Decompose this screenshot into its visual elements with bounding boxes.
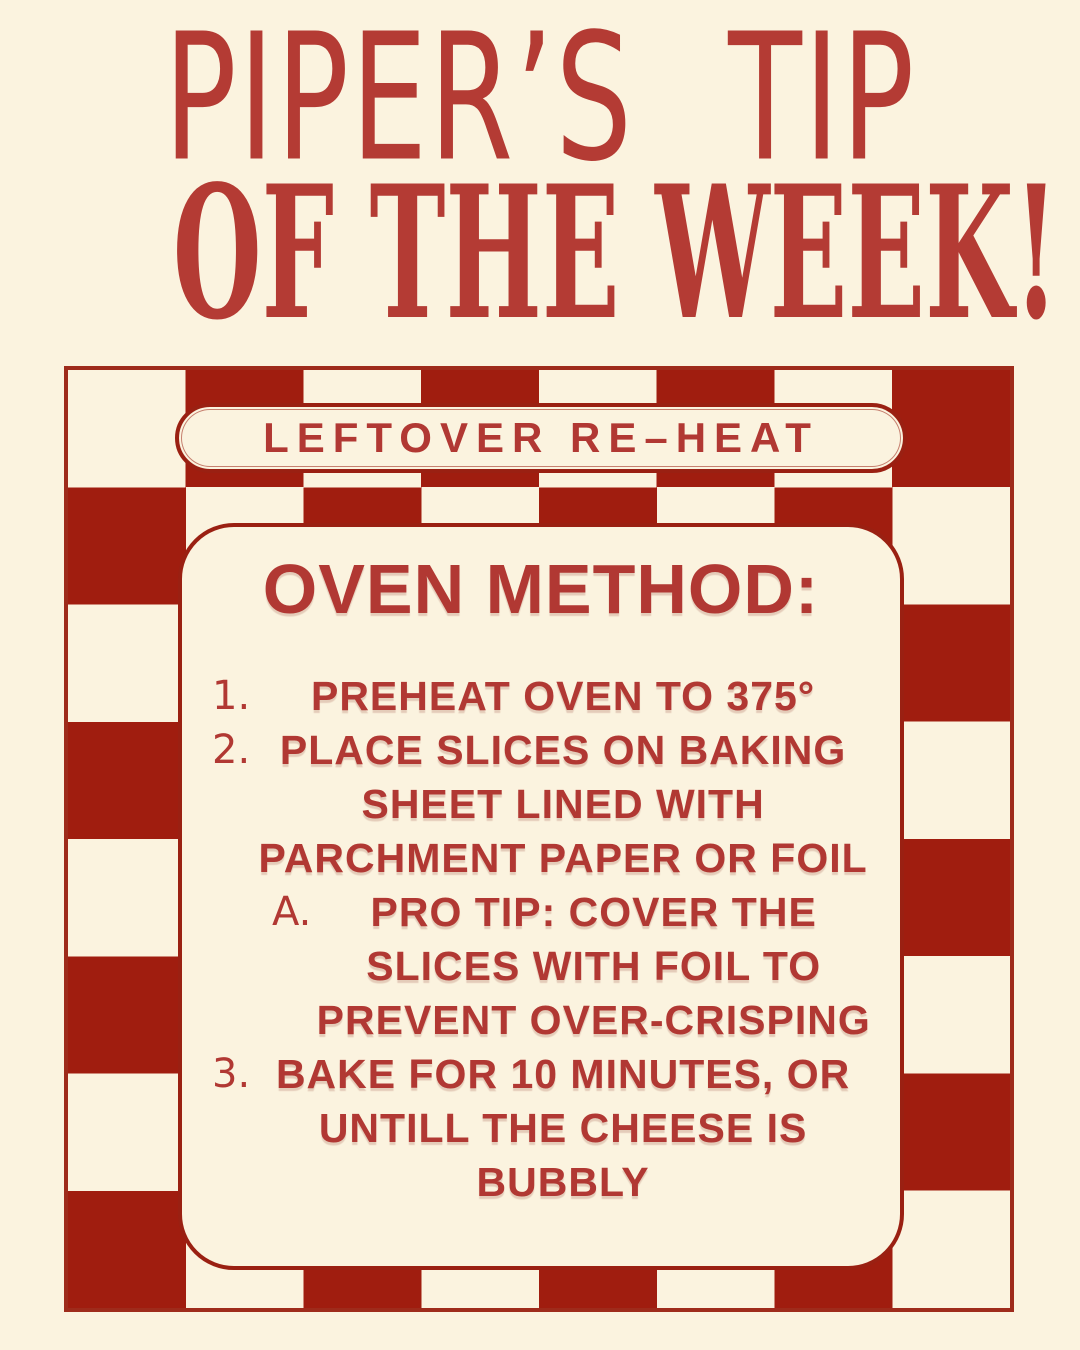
method-list — [206, 669, 876, 1209]
topic-pill-label: LEFTOVER RE–HEAT — [263, 414, 819, 461]
list-item-text — [311, 885, 876, 1047]
poster-title-line2: OF THE WEEK! — [172, 146, 1059, 361]
list-item-marker: 1. — [212, 673, 251, 719]
list-item-line: PRO TIP: COVER THE — [370, 889, 817, 935]
list-item-line: SLICES WITH FOIL TO — [366, 943, 822, 989]
list-item-line: PREHEAT OVEN TO 375° — [310, 673, 816, 719]
list-item-line: PLACE SLICES ON BAKING — [279, 727, 847, 773]
list-subitem — [206, 885, 876, 1047]
list-item-line: PARCHMENT PAPER OR FOIL — [258, 835, 868, 881]
list-item-marker: A. — [272, 889, 312, 935]
list-item — [206, 723, 876, 885]
list-item-line: PREVENT OVER-CRISPING — [316, 997, 871, 1043]
method-card — [178, 523, 904, 1270]
list-item-marker: 3. — [212, 1051, 251, 1097]
list-item-line: BAKE FOR 10 MINUTES, OR — [275, 1051, 851, 1097]
list-item-text — [250, 669, 876, 723]
list-item — [206, 669, 876, 723]
topic-pill — [175, 403, 907, 473]
list-item-line: UNTILL THE CHEESE IS — [318, 1105, 808, 1151]
list-item-text — [250, 1047, 876, 1209]
list-item-marker: 2. — [212, 727, 251, 773]
poster-title-line1: PIPER’S TIP — [163, 0, 917, 201]
list-item — [206, 1047, 876, 1209]
card-heading: OVEN METHOD: — [262, 550, 820, 628]
list-item-line: BUBBLY — [476, 1159, 650, 1205]
list-item-text — [250, 723, 876, 885]
list-item-line: SHEET LINED WITH — [361, 781, 765, 827]
